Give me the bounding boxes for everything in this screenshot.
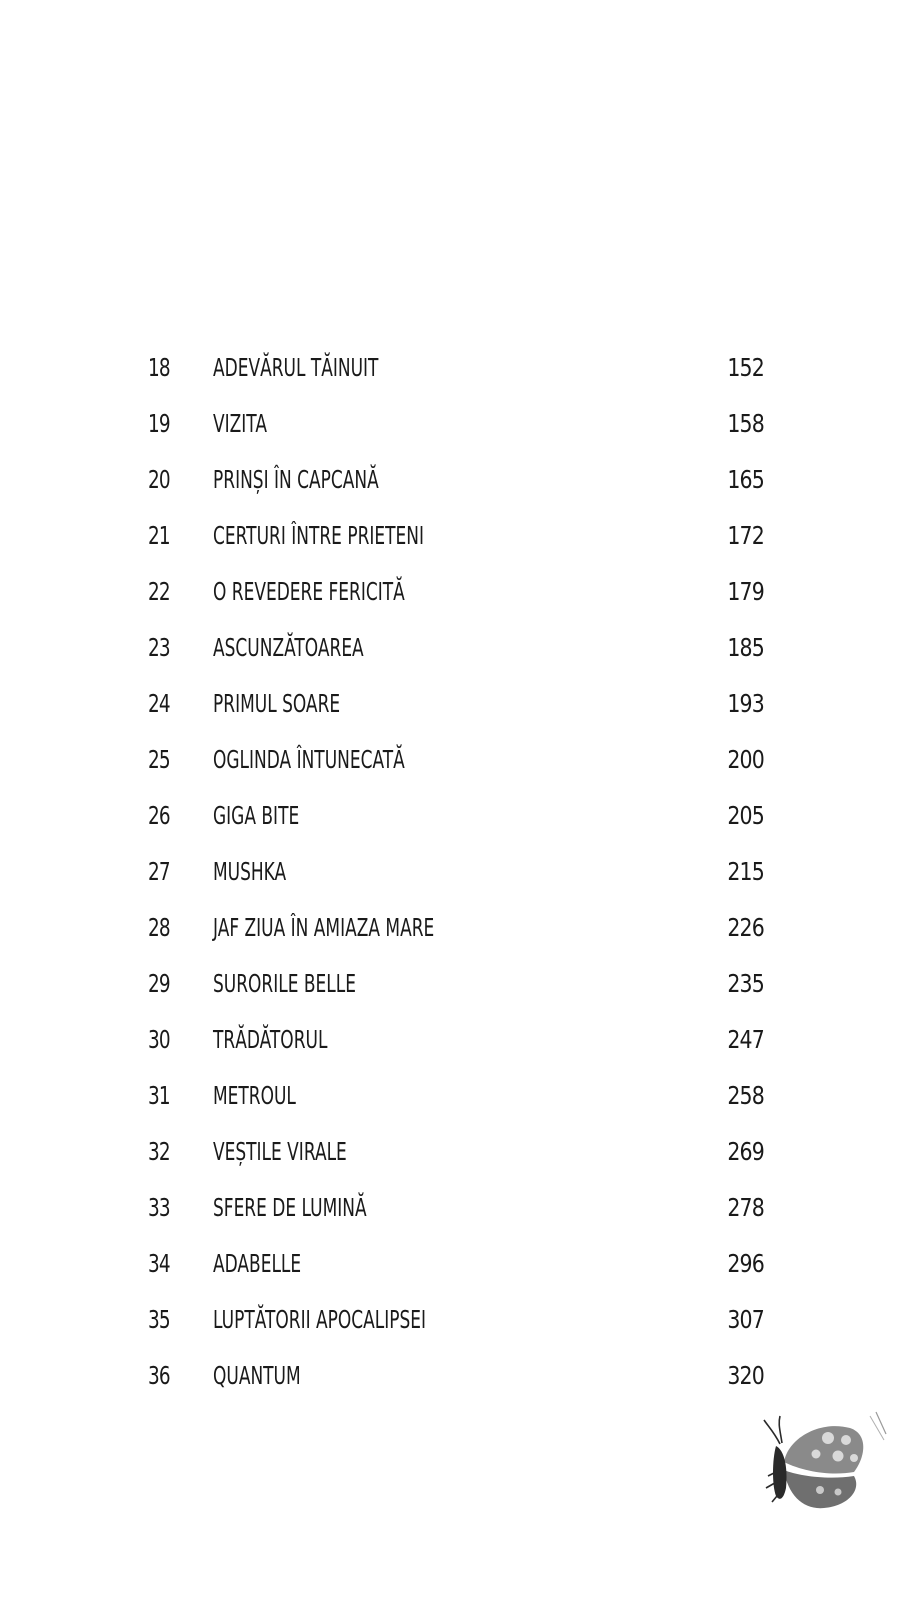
chapter-page-number: 258	[727, 1081, 764, 1110]
chapter-number: 33	[148, 1193, 170, 1222]
table-of-contents	[0, 340, 917, 1404]
chapter-number: 25	[148, 745, 170, 774]
toc-entry	[0, 844, 917, 900]
chapter-page-number: 235	[727, 969, 764, 998]
chapter-number: 32	[148, 1137, 170, 1166]
chapter-number: 36	[148, 1361, 170, 1390]
toc-entry	[0, 564, 917, 620]
chapter-title: METROUL	[213, 1081, 296, 1110]
chapter-number: 24	[148, 689, 170, 718]
chapter-page-number: 179	[727, 577, 764, 606]
chapter-number: 26	[148, 801, 170, 830]
chapter-title: O REVEDERE FERICITĂ	[213, 577, 405, 606]
chapter-title: OGLINDA ÎNTUNECATĂ	[213, 745, 405, 774]
chapter-number: 23	[148, 633, 170, 662]
chapter-page-number: 269	[727, 1137, 764, 1166]
chapter-title: CERTURI ÎNTRE PRIETENI	[213, 521, 424, 550]
toc-entry	[0, 1124, 917, 1180]
chapter-title: SFERE DE LUMINĂ	[213, 1193, 367, 1222]
chapter-page-number: 226	[727, 913, 764, 942]
chapter-title: PRINȘI ÎN CAPCANĂ	[213, 465, 379, 494]
toc-entry	[0, 620, 917, 676]
chapter-number: 34	[148, 1249, 170, 1278]
toc-entry	[0, 956, 917, 1012]
toc-entry	[0, 340, 917, 396]
chapter-title: TRĂDĂTORUL	[213, 1025, 328, 1054]
chapter-title: SURORILE BELLE	[213, 969, 356, 998]
chapter-page-number: 320	[727, 1361, 764, 1390]
chapter-number: 21	[148, 521, 170, 550]
chapter-title: PRIMUL SOARE	[213, 689, 341, 718]
chapter-page-number: 200	[727, 745, 764, 774]
chapter-title: ADABELLE	[213, 1249, 302, 1278]
toc-entry	[0, 732, 917, 788]
chapter-number: 20	[148, 465, 170, 494]
chapter-number: 18	[148, 353, 170, 382]
toc-entry	[0, 1068, 917, 1124]
chapter-title: VIZITA	[213, 409, 268, 438]
chapter-number: 30	[148, 1025, 170, 1054]
chapter-title: ADEVĂRUL TĂINUIT	[213, 353, 379, 382]
chapter-number: 28	[148, 913, 170, 942]
toc-entry	[0, 788, 917, 844]
toc-entry	[0, 1292, 917, 1348]
chapter-page-number: 215	[727, 857, 764, 886]
chapter-number: 35	[148, 1305, 170, 1334]
chapter-page-number: 278	[727, 1193, 764, 1222]
chapter-page-number: 172	[727, 521, 764, 550]
chapter-number: 27	[148, 857, 170, 886]
chapter-page-number: 185	[727, 633, 764, 662]
toc-entry	[0, 396, 917, 452]
toc-entry	[0, 676, 917, 732]
chapter-number: 31	[148, 1081, 170, 1110]
chapter-page-number: 193	[727, 689, 764, 718]
toc-entry	[0, 900, 917, 956]
chapter-page-number: 165	[727, 465, 764, 494]
chapter-number: 29	[148, 969, 170, 998]
chapter-title: VEȘTILE VIRALE	[213, 1137, 347, 1166]
toc-entry	[0, 1236, 917, 1292]
chapter-number: 19	[148, 409, 170, 438]
chapter-page-number: 296	[727, 1249, 764, 1278]
chapter-title: QUANTUM	[213, 1361, 301, 1390]
chapter-page-number: 247	[727, 1025, 764, 1054]
toc-entry	[0, 1012, 917, 1068]
toc-entry	[0, 508, 917, 564]
chapter-page-number: 307	[727, 1305, 764, 1334]
moth-icon	[758, 1410, 888, 1520]
chapter-page-number: 205	[727, 801, 764, 830]
toc-entry	[0, 1348, 917, 1404]
chapter-title: MUSHKA	[213, 857, 287, 886]
chapter-page-number: 158	[727, 409, 764, 438]
chapter-number: 22	[148, 577, 170, 606]
chapter-page-number: 152	[727, 353, 764, 382]
toc-entry	[0, 1180, 917, 1236]
chapter-title: ASCUNZĂTOAREA	[213, 633, 364, 662]
chapter-title: JAF ZIUA ÎN AMIAZA MARE	[213, 913, 435, 942]
chapter-title: LUPTĂTORII APOCALIPSEI	[213, 1305, 427, 1334]
chapter-title: GIGA BITE	[213, 801, 300, 830]
toc-entry	[0, 452, 917, 508]
